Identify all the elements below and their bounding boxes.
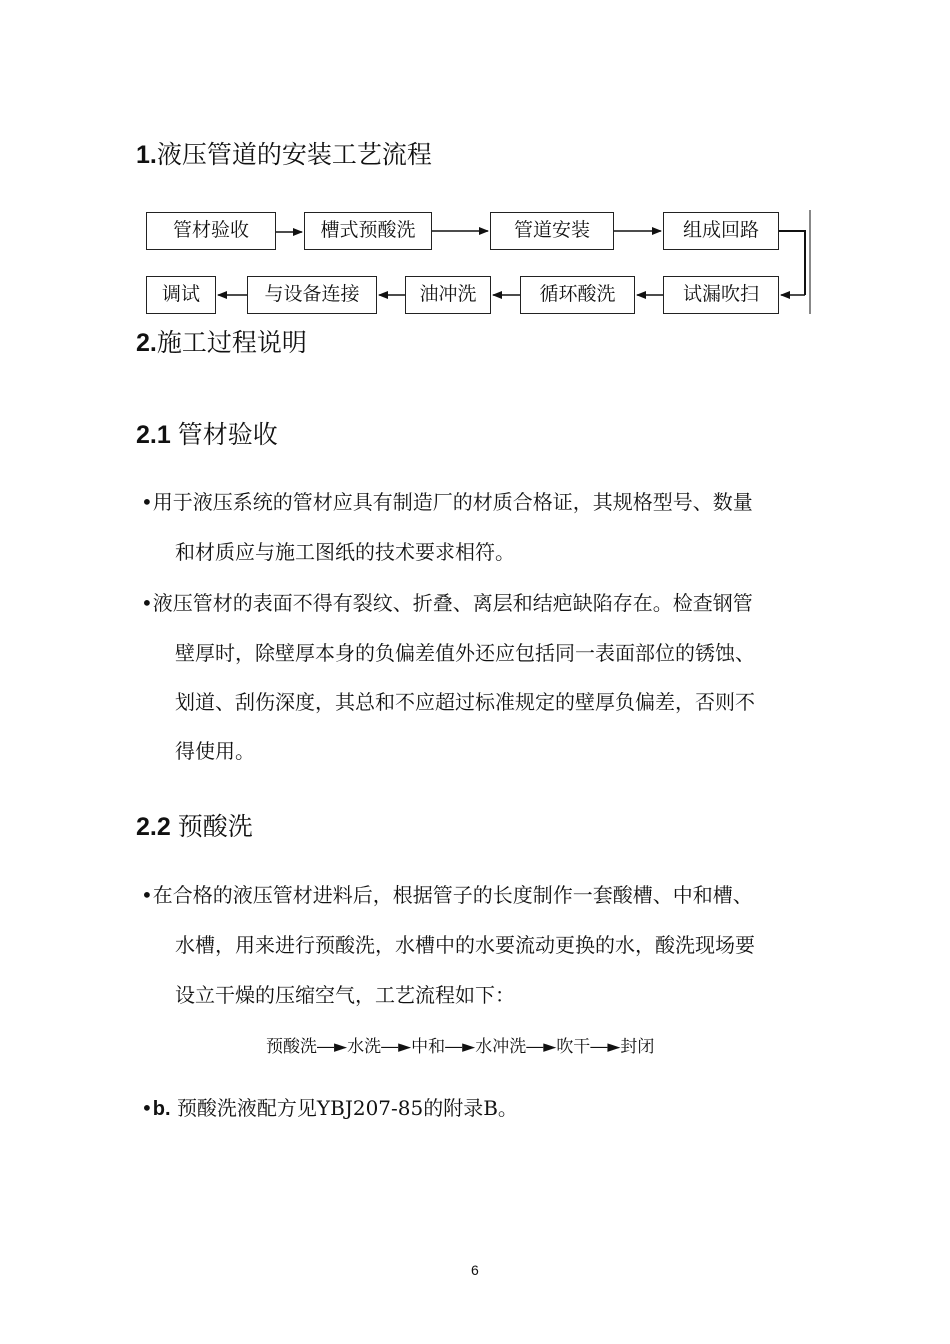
process-arrow-icon: ―► [526,1037,557,1057]
note-label-b: b. [152,1098,171,1120]
process-step-seal: 封闭 [620,1037,655,1057]
section-1-number: 1. [136,141,157,169]
process-arrow-icon: ―► [381,1037,412,1057]
process-step-water-wash: 水洗 [347,1037,382,1057]
section-2-title: 施工过程说明 [156,329,307,357]
section-2-2-title: 预酸洗 [177,813,253,841]
flow-step-commissioning: 调试 [146,276,216,314]
pipe-acceptance-bullet-1-line-2: 和材质应与施工图纸的技术要求相符。 [175,540,515,564]
flow-step-oil-flushing: 油冲洗 [405,276,491,314]
section-2-1-number: 2.1 [136,421,171,449]
pickling-process-flow [266,1035,654,1059]
flow-step-pipe-acceptance: 管材验收 [146,212,276,250]
process-arrow-icon: ―► [317,1037,348,1057]
process-step-water-flush: 水冲洗 [475,1037,527,1057]
process-step-blow-dry: 吹干 [556,1037,591,1057]
page-number: 6 [471,1262,479,1278]
flow-step-equipment-connection: 与设备连接 [247,276,377,314]
section-2-1-title: 管材验收 [177,421,278,449]
pipe-acceptance-bullet-1-line-1: •用于液压系统的管材应具有制造厂的材质合格证，其规格型号、数量 [141,490,753,514]
flowchart-arrows [0,0,950,330]
pipe-acceptance-bullet-2-line-4: 得使用。 [175,739,255,763]
section-1-title: 液压管道的安装工艺流程 [156,141,432,169]
pipe-acceptance-bullet-2-line-3: 划道、刮伤深度，其总和不应超过标准规定的壁厚负偏差，否则不 [175,690,755,714]
section-2-1-heading [136,420,278,450]
note-text: 预酸洗液配方见YBJ207-85的附录B。 [176,1096,518,1120]
flow-step-circulating-pickling: 循环酸洗 [520,276,635,314]
process-step-pre-pickling: 预酸洗 [266,1037,317,1057]
section-2-heading [136,328,307,358]
section-2-number: 2. [136,329,157,357]
pipe-acceptance-bullet-2-line-2: 壁厚时，除壁厚本身的负偏差值外还应包括同一表面部位的锈蚀、 [175,641,755,665]
flow-step-form-loop: 组成回路 [663,212,779,250]
process-step-neutralize: 中和 [411,1037,446,1057]
section-2-2-number: 2.2 [136,813,171,841]
process-arrow-icon: ―► [445,1037,476,1057]
pre-pickling-bullet-line-3: 设立干燥的压缩空气，工艺流程如下： [175,983,515,1007]
loop-connector [779,231,805,295]
pre-pickling-bullet-line-1: •在合格的液压管材进料后，根据管子的长度制作一套酸槽、中和槽、 [141,883,753,907]
process-arrow-icon: ―► [590,1037,621,1057]
pre-pickling-bullet-line-2: 水槽，用来进行预酸洗，水槽中的水要流动更换的水，酸洗现场要 [175,933,755,957]
pipe-acceptance-bullet-2-line-1: •液压管材的表面不得有裂纹、折叠、离层和结疤缺陷存在。检查钢管 [141,591,753,615]
pickling-formula-note [141,1093,518,1124]
flow-step-tank-pre-pickling: 槽式预酸洗 [304,212,432,250]
note-bullet: • [141,1096,153,1120]
flow-step-leak-test-blowing: 试漏吹扫 [663,276,779,314]
section-2-2-heading [136,812,253,842]
flow-step-pipe-installation: 管道安装 [490,212,614,250]
